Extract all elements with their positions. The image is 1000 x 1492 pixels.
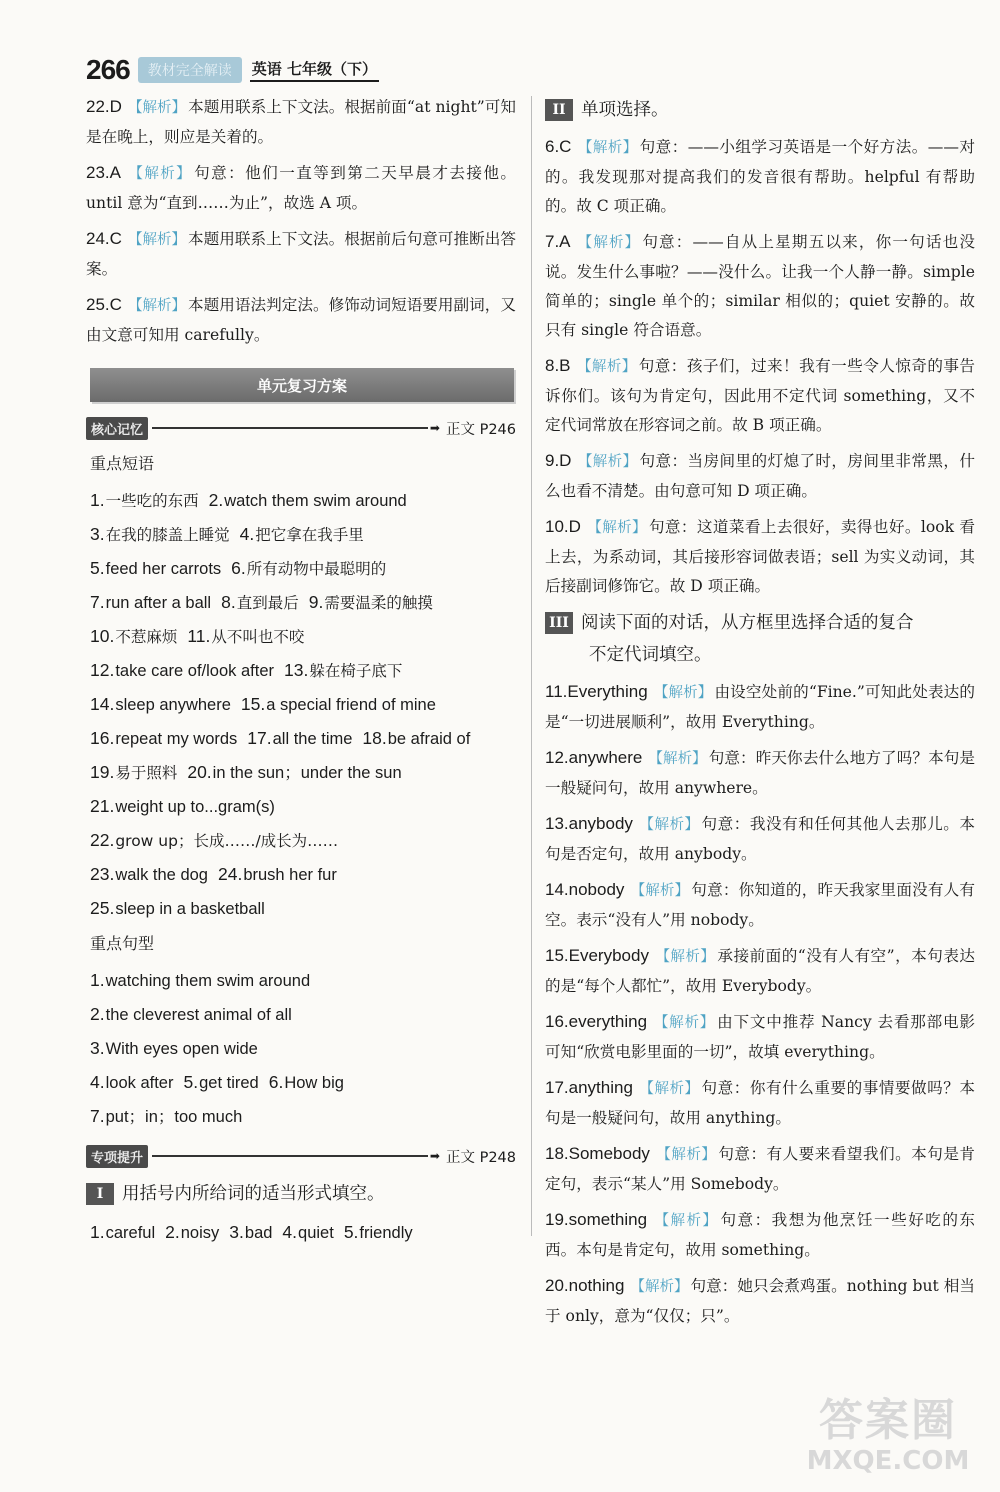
item-number: 8. [221,592,236,612]
section-2-answer-list [545,132,975,601]
answer-explanation: 句意：我想为他烹饪一些好吃的东西。本句是肯定句，故用 something。 [545,1211,975,1259]
answer-entry [545,875,975,935]
item-number: 21. [90,796,115,816]
phrase-line [90,586,516,620]
analysis-tag: 【解析】 [638,1081,700,1097]
item-text: weight up to...gram(s) [115,798,275,816]
analysis-tag: 【解析】 [630,883,690,899]
analysis-tag: 【解析】 [653,1015,716,1031]
item-number: 3. [90,524,105,544]
item-text: 易于照料 [115,764,178,782]
section-1-answers [90,1216,516,1250]
answer-explanation: 句意：孩子们，过来！我有一些令人惊奇的事告诉你们。该句为肯定句，因此用不定代词 something，又不定代词常放在形容词之前。故 B 项正确。 [545,357,975,434]
analysis-tag: 【解析】 [126,166,193,182]
item-number: 17. [247,728,272,748]
answer-explanation: 句意：我没有和任何其他人去那儿。本句是否定句，故用 anybody。 [545,815,975,863]
item-text: take care of/look after [115,662,274,680]
right-column [545,92,975,1337]
item-text: run after a ball [105,594,212,612]
section-1-heading [86,1178,516,1210]
analysis-tag: 【解析】 [654,949,716,965]
answer-entry [545,1139,975,1199]
item-number: 20. [187,762,212,782]
phrase-line [90,964,516,998]
item-text: all the time [272,730,353,748]
phrase-line [90,722,516,756]
analysis-tag: 【解析】 [576,359,637,375]
item-number: 15. [240,694,266,714]
page-number: 266 [86,54,130,85]
answer-entry [545,1007,975,1067]
item-text: in the sun；under the sun [212,764,402,782]
roman-numeral-2: II [545,99,573,121]
item-text: 躲在椅子底下 [309,662,403,680]
item-number: 11. [187,626,211,646]
item-number: 13. [284,660,309,680]
item-number: 22. [90,830,115,850]
phrase-line [90,518,516,552]
item-number: 4. [239,524,255,544]
analysis-tag: 【解析】 [127,100,187,116]
item-text: careful [105,1224,156,1242]
answer-number: 23.A [86,163,121,182]
answer-number: 25.C [86,295,122,314]
sentences-list [86,964,516,1134]
answer-entry [86,290,516,350]
answer-explanation: 本题用语法判定法。修饰动词短语要用副词，又由文意可知用 carefully。 [86,296,516,344]
item-text: 把它拿在我手里 [255,526,364,544]
phrase-line [90,998,516,1032]
special-ref: 正文 P248 [445,1149,516,1166]
answer-explanation: 句意：——自从上星期五以来，你一句话也没说。发生什么事啦？——没什么。让我一个人静一静。simple 简单的；single 单个的；similar 相似的；quiet 安静的。故只有 single 符合语意。 [545,233,975,339]
answer-entry [545,132,975,221]
item-text: 一些吃的东西 [105,492,199,510]
phrase-line [90,552,516,586]
section-3-title-line2: 不定代词填空。 [589,645,712,665]
sentences-title: 重点句型 [90,934,155,953]
page-header [86,52,379,88]
answer-number: 7.A [545,232,571,251]
answer-number: 22.D [86,97,122,116]
item-number: 5. [183,1072,199,1092]
answer-number: 17.anything [545,1078,633,1097]
item-number: 2. [165,1222,180,1242]
phrase-line [90,858,516,892]
item-text: With eyes open wide [105,1040,258,1058]
item-text: repeat my words [115,730,238,748]
roman-numeral-3: III [545,612,573,634]
answer-number: 8.B [545,356,571,375]
item-number: 10. [90,626,115,646]
answer-number: 18.Somebody [545,1144,650,1163]
section-3-title-line1: 阅读下面的对话，从方框里选择合适的复合 [581,613,914,633]
core-memory-tag: 核心记忆 [86,417,148,440]
item-number: 4. [90,1072,105,1092]
item-text: How big [284,1074,344,1092]
item-text: watch them swim around [224,492,407,510]
answer-entry [545,743,975,803]
arrow-right-icon: ➡ [429,421,440,435]
item-text: 在我的膝盖上睡觉 [105,526,230,544]
series-label: 教材完全解读 [138,57,242,83]
analysis-tag: 【解析】 [648,751,707,767]
answer-entry [545,677,975,737]
item-text: the cleverest animal of all [105,1006,292,1024]
item-number: 6. [231,558,246,578]
answer-entry [545,227,975,345]
answer-entry [86,224,516,284]
answer-explanation: 句意：他们一直等到第二天早晨才去接他。until 意为“直到……为止”，故选 A 项。 [86,164,516,212]
special-bar [86,1144,516,1168]
answer-number: 6.C [545,137,572,156]
analysis-tag: 【解析】 [655,1147,717,1163]
item-number: 19. [90,762,115,782]
phrase-line [90,1032,516,1066]
phrase-line [90,484,516,518]
item-number: 3. [90,1038,105,1058]
analysis-tag: 【解析】 [127,298,187,314]
answer-entry [545,809,975,869]
roman-numeral-1: I [86,1183,114,1205]
phrase-line [90,654,516,688]
item-number: 2. [208,490,224,510]
phrase-line [90,824,516,858]
left-answer-list [86,92,516,350]
item-number: 1. [90,490,105,510]
answer-explanation: 由设空处前的“Fine.”可知此处表达的是“一切进展顺利”，故用 Everything。 [545,683,976,731]
item-number: 2. [90,1004,105,1024]
analysis-tag: 【解析】 [630,1279,689,1295]
special-line [152,1155,428,1157]
phrase-line [90,688,516,722]
watermark-text: 答案圈 [819,1395,957,1446]
item-text: feed her carrots [105,560,222,578]
section-2-title: 单项选择。 [581,100,669,120]
item-text: watching them swim around [105,972,311,990]
answer-entry [545,1205,975,1265]
answer-explanation: 承接前面的“没有人有空”，本句表达的是“每个人都忙”，故用 Everybody。 [545,947,976,995]
answer-number: 14.nobody [545,880,625,899]
answer-number: 11.Everything [545,682,648,701]
answer-number: 15.Everybody [545,946,649,965]
item-number: 1. [90,970,105,990]
arrow-right-icon: ➡ [429,1149,440,1163]
item-text: brush her fur [243,866,337,884]
item-text: sleep in a basketball [115,900,265,918]
answer-entry [86,92,516,152]
item-number: 4. [282,1222,298,1242]
answer-explanation: 句意：这道菜看上去很好，卖得也好。look 看上去，为系动词，其后接形容词做表语；sell 为实义动词，其后接副词修饰它。故 D 项正确。 [545,518,976,595]
section-2-heading [545,94,975,126]
answer-number: 13.anybody [545,814,633,833]
analysis-tag: 【解析】 [653,685,713,701]
phrase-line [90,756,516,790]
answer-explanation: 句意：当房间里的灯熄了时，房间里非常黑，什么也看不清楚。由句意可知 D 项正确。 [545,452,975,500]
answer-explanation: 句意：——小组学习英语是一个好方法。——对的。我发现那对提高我们的发音很有帮助。helpful 有帮助的。故 C 项正确。 [545,138,975,215]
phrases-title: 重点短语 [90,454,155,473]
watermark-url: MXQE.COM [806,1446,970,1476]
answer-number: 10.D [545,517,581,536]
section-3-heading [545,607,975,671]
item-number: 7. [90,1106,105,1126]
analysis-tag: 【解析】 [127,232,187,248]
section-1-title: 用括号内所给词的适当形式填空。 [122,1184,385,1204]
answer-number: 24.C [86,229,122,248]
answer-explanation: 句意：你知道的，昨天我家里面没有人有空。表示“没有人”用 nobody。 [545,881,975,929]
analysis-tag: 【解析】 [638,817,700,833]
answer-number: 12.anywhere [545,748,643,767]
item-number: 24. [217,864,243,884]
answer-explanation: 本题用联系上下文法。根据前后句意可推断出答案。 [86,230,516,278]
item-text: sleep anywhere [115,696,231,714]
answer-number: 20.nothing [545,1276,625,1295]
item-number: 23. [90,864,115,884]
analysis-tag: 【解析】 [577,454,638,470]
answer-entry [545,1271,975,1331]
analysis-tag: 【解析】 [576,235,641,251]
phrase-line [90,1100,516,1134]
item-text: grow up；长成……/成长为…… [115,832,339,850]
item-number: 9. [308,592,324,612]
item-text: look after [105,1074,174,1092]
item-text: bad [244,1224,273,1242]
phrase-line [90,1066,516,1100]
answer-entry [545,446,975,506]
special-tag: 专项提升 [86,1145,148,1168]
answer-explanation: 句意：你有什么重要的事情要做吗？本句是一般疑问句，故用 anything。 [545,1079,975,1127]
item-number: 3. [229,1222,244,1242]
section-3-answer-list [545,677,975,1331]
answer-number: 19.something [545,1210,648,1229]
answer-number: 9.D [545,451,572,470]
answer-explanation: 本题用联系上下文法。根据前面“at night”可知是在晚上，则应是关着的。 [86,98,516,146]
item-text: a special friend of mine [266,696,436,714]
answer-entry [545,351,975,440]
answer-entry [545,1073,975,1133]
phrase-line [90,790,516,824]
phrase-line [90,892,516,926]
item-text: 从不叫也不咬 [211,628,305,646]
item-text: get tired [199,1074,259,1092]
answer-entry [545,941,975,1001]
item-text: 所有动物中最聪明的 [246,560,387,578]
item-number: 18. [362,728,387,748]
item-text: be afraid of [387,730,471,748]
core-memory-ref: 正文 P246 [445,421,516,438]
analysis-tag: 【解析】 [653,1213,719,1229]
item-number: 5. [90,558,105,578]
answer-explanation: 由下文中推荐 Nancy 去看那部电影可知“欣赏电影里面的一切”，故填 everything。 [545,1013,975,1061]
left-column [86,92,516,1250]
item-text: 不惹麻烦 [115,628,178,646]
item-number: 5. [343,1222,359,1242]
item-text: 需要温柔的触摸 [324,594,433,612]
item-text: noisy [180,1224,220,1242]
item-text: friendly [359,1224,413,1242]
item-number: 12. [90,660,115,680]
unit-review-banner: 单元复习方案 [90,368,514,402]
answer-number: 16.everything [545,1012,648,1031]
answer-explanation: 句意：她只会煮鸡蛋。nothing but 相当于 only，意为“仅仅；只”。 [545,1277,975,1325]
answer-entry [545,512,975,601]
item-number: 16. [90,728,115,748]
item-number: 25. [90,898,115,918]
answer-explanation: 句意：有人要来看望我们。本句是肯定句，表示“某人”用 Somebody。 [545,1145,975,1193]
core-memory-bar [86,416,516,440]
item-number: 7. [90,592,105,612]
item-number: 14. [90,694,115,714]
analysis-tag: 【解析】 [586,520,647,536]
item-text: quiet [298,1224,334,1242]
item-text: 直到最后 [236,594,299,612]
book-label: 英语 七年级（下） [250,58,379,82]
item-text: walk the dog [115,866,208,884]
analysis-tag: 【解析】 [577,140,638,156]
watermark-logo [798,1396,978,1476]
core-memory-line [152,427,428,429]
item-number: 6. [268,1072,284,1092]
answer-explanation: 句意：昨天你去什么地方了吗？本句是一般疑问句，故用 anywhere。 [545,749,975,797]
phrase-line [90,620,516,654]
item-number: 1. [90,1222,105,1242]
column-divider [531,96,532,1236]
answer-entry [86,158,516,218]
item-text: put；in；too much [105,1108,243,1126]
phrases-list [86,484,516,926]
